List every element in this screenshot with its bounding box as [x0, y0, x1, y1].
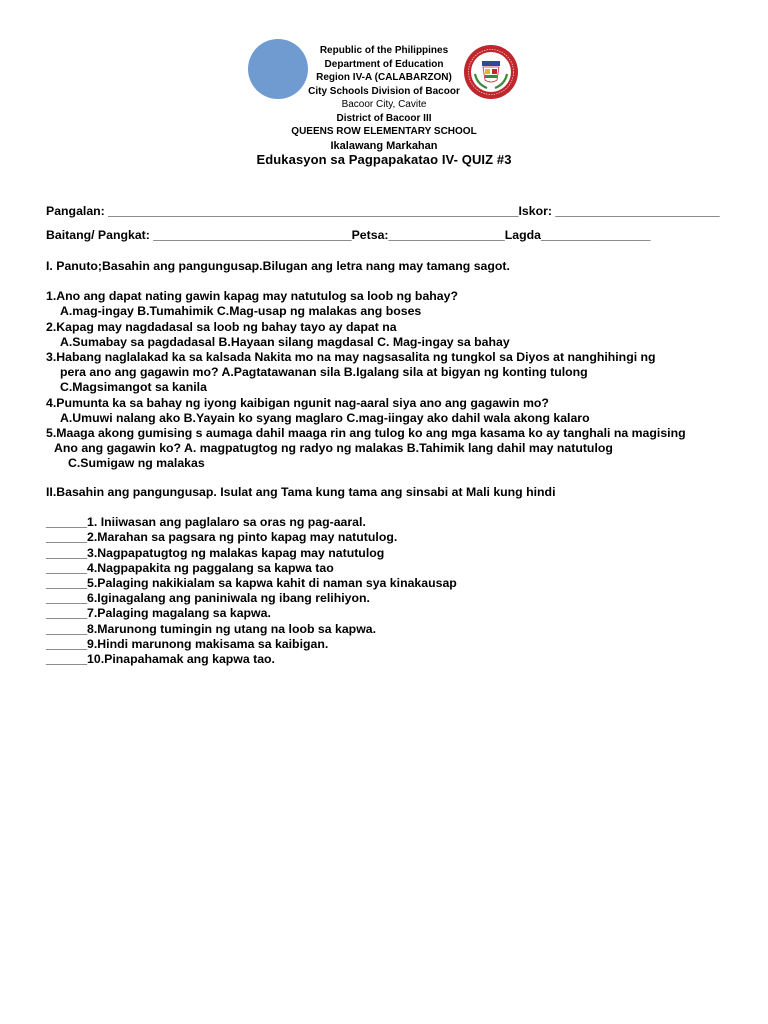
question-text: 1.Ano ang dapat nating gawin kapag may natutulog sa loob ng bahay? — [46, 289, 458, 304]
part-two-items — [46, 515, 746, 667]
answer-choices: A.Sumabay sa pagdadasal B.Hayaan silang magdasal C. Mag-ingay sa bahay — [60, 334, 510, 349]
document-header — [0, 44, 768, 153]
question-text: 3.Habang naglalakad ka sa kalsada Nakita mo na may nagsasalita ng tungkol sa Diyos at nanghihingi ng — [46, 350, 656, 365]
true-false-item: ______1. Iniiwasan ang paglalaro sa oras ng pag-aaral. — [46, 515, 366, 530]
header-line: Bacoor City, Cavite — [341, 99, 427, 110]
true-false-item: ______3.Nagpapatugtog ng malakas kapag may natutulog — [46, 545, 385, 560]
true-false-item: ______9.Hindi marunong makisama sa kaibigan. — [46, 636, 329, 651]
quarter-label: Ikalawang Markahan — [330, 139, 438, 152]
answer-choices: A.Umuwi nalang ako B.Yayain ko syang maglaro C.mag-iingay ako dahil wala akong kalaro — [60, 410, 590, 425]
part-one-instruction: I. Panuto;Basahin ang pangungusap.Bilugan ang letra nang may tamang sagot. — [46, 259, 510, 273]
true-false-item: ______10.Pinapahamak ang kapwa tao. — [46, 652, 275, 667]
student-info-form — [46, 204, 746, 243]
header-line: Republic of the Philippines — [319, 45, 449, 56]
answer-choices: Ano ang gagawin ko? A. magpatugtog ng radyo ng malakas B.Tahimik lang dahil may natutulog — [54, 441, 613, 456]
question-text: 2.Kapag may nagdadasal sa loob ng bahay tayo ay dapat na — [46, 319, 397, 334]
answer-choices: C.Sumigaw ng malakas — [68, 456, 205, 471]
part-one-section — [46, 259, 746, 472]
part-one-questions — [46, 289, 746, 471]
answer-choices: pera ano ang gagawin mo? A.Pagtatawanan sila B.Igalang sila at bigyan ng konting tulong — [60, 365, 588, 380]
answer-choices: C.Magsimangot sa kanila — [60, 380, 207, 395]
true-false-item: ______5.Palaging nakikialam sa kapwa kahit di naman sya kinakausap — [46, 576, 457, 591]
school-name: QUEENS ROW ELEMENTARY SCHOOL — [291, 126, 477, 137]
header-line: City Schools Division of Bacoor — [308, 85, 460, 97]
form-row-grade: Baitang/ Pangkat: _____________________________Petsa:_________________Lagda________________ — [46, 228, 651, 243]
part-two-instruction: II.Basahin ang pangungusap. Isulat ang Tama kung tama ang sinsabi at Mali kung hindi — [46, 485, 556, 499]
true-false-item: ______7.Palaging magalang sa kapwa. — [46, 606, 271, 621]
true-false-item: ______6.Iginagalang ang paniniwala ng ibang relihiyon. — [46, 591, 370, 606]
header-line: Department of Education — [324, 58, 444, 70]
question-text: 4.Pumunta ka sa bahay ng iyong kaibigan ngunit nag-aaral siya ano ang gagawin mo? — [46, 395, 549, 410]
true-false-item: ______8.Marunong tumingin ng utang na loob sa kapwa. — [46, 621, 377, 636]
answer-choices: A.mag-ingay B.Tumahimik C.Mag-usap ng malakas ang boses — [60, 304, 422, 319]
true-false-item: ______2.Marahan sa pagsara ng pinto kapag may natutulog. — [46, 530, 398, 545]
header-line: Region IV-A (CALABARZON) — [316, 72, 452, 83]
part-two-section — [46, 485, 746, 667]
quiz-title: Edukasyon sa Pagpapakatao IV- QUIZ #3 — [256, 152, 512, 167]
header-line: District of Bacoor III — [336, 112, 432, 124]
true-false-item: ______4.Nagpapakita ng paggalang sa kapwa tao — [46, 560, 334, 575]
question-text: 5.Maaga akong gumising s aumaga dahil maaga rin ang tulog ko ang mga kasama ko ay tanghali na magising — [46, 426, 686, 441]
form-row-name: Pangalan: ____________________________________________________________Iskor: ________________________ — [46, 204, 720, 218]
